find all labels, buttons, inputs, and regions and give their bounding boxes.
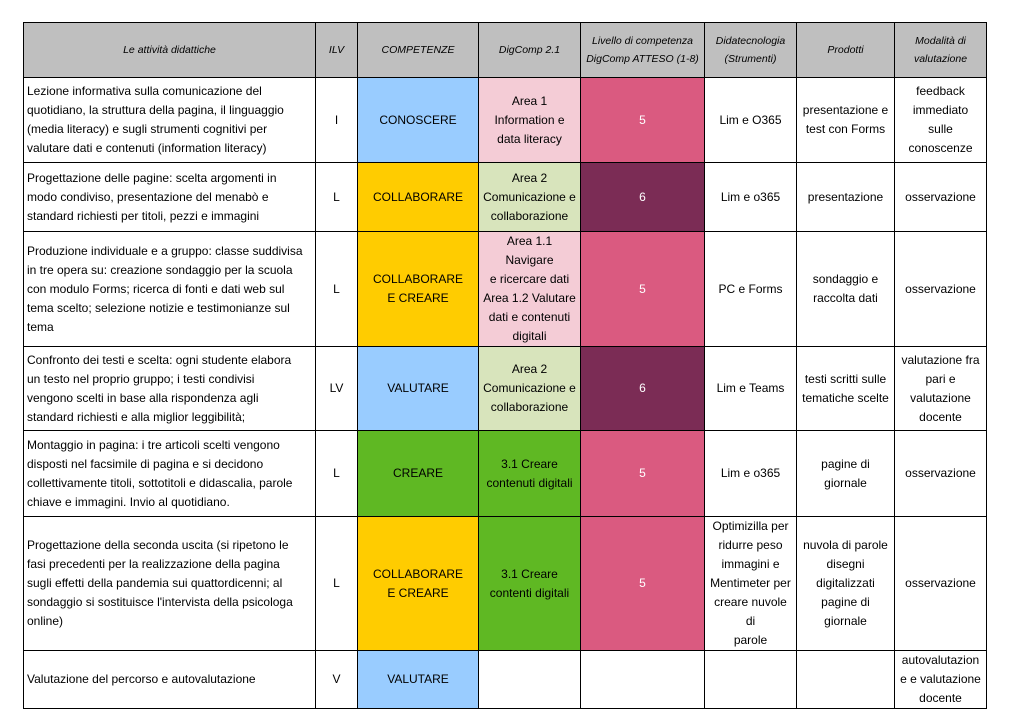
header-digcomp: DigComp 2.1: [479, 23, 581, 78]
modalita-cell-line: osservazione: [905, 466, 976, 480]
prodotti-cell: [797, 347, 895, 431]
header-livello: [581, 23, 705, 78]
activity-cell-line: un testo nel proprio gruppo; i testi condivisi: [27, 371, 255, 386]
prodotti-cell-line: giornale: [824, 475, 867, 490]
header-prodotti: Prodotti: [797, 23, 895, 78]
strumenti-cell-line: immagini e: [721, 557, 780, 571]
digcomp-cell-line: Comunicazione e: [483, 381, 576, 395]
activity-cell-line: standard richiesti e alla miglior leggibilità;: [27, 409, 246, 424]
strumenti-cell: [705, 163, 797, 232]
ilv-cell: L: [316, 431, 358, 517]
digcomp-cell: [479, 347, 581, 431]
activity-cell-line: valutare dati e contenuti (information literacy): [27, 141, 267, 155]
competenze-cell-line: E CREARE: [387, 291, 449, 305]
competenze-cell-line: CREARE: [392, 466, 443, 480]
modalita-cell: [895, 163, 987, 232]
modalita-cell-line: valutazione fra: [901, 352, 980, 367]
prodotti-cell-line: testi scritti sulle: [804, 371, 887, 386]
modalita-cell: [895, 431, 987, 517]
prodotti-cell: [797, 78, 895, 163]
digcomp-cell-line: digitali: [512, 329, 547, 343]
modalita-cell-line: osservazione: [905, 576, 976, 590]
header-attivita: Le attività didattiche: [24, 23, 316, 78]
strumenti-cell-line: Lim e O365: [719, 112, 782, 127]
activity-cell: [24, 651, 316, 709]
header-didatecnologia-line: (Strumenti): [724, 53, 777, 65]
activity-cell-line: fasi precedenti per la realizzazione della pagina: [27, 557, 280, 571]
modalita-cell-line: osservazione: [905, 189, 976, 204]
prodotti-cell-line: presentazione e: [802, 103, 889, 117]
prodotti-cell-line: nuvola di parole: [803, 538, 888, 552]
activity-cell-line: Valutazione del percorso e autovalutazione: [27, 672, 256, 686]
modalita-cell-line: feedback: [916, 84, 965, 98]
table-row: [24, 347, 987, 431]
modalita-cell-line: e e valutazione: [900, 672, 981, 686]
digcomp-cell-line: e ricercare dati: [489, 272, 570, 286]
strumenti-cell: [705, 651, 797, 709]
activity-cell-line: modo condiviso, presentazione del menabò e: [27, 189, 269, 204]
activity-cell-line: Produzione individuale e a gruppo: classe suddivisa: [27, 243, 303, 258]
modalita-cell-line: immediato: [912, 103, 969, 117]
activity-cell-line: tema: [27, 319, 54, 334]
competenze-cell-line: COLLABORARE: [372, 566, 464, 581]
activity-cell-line: Montaggio in pagina: i tre articoli scelti vengono: [27, 437, 280, 452]
prodotti-cell-line: tematiche scelte: [802, 390, 889, 405]
activity-cell-line: online): [27, 614, 64, 628]
prodotti-cell-line: giornale: [824, 614, 867, 628]
level-cell: 5: [581, 232, 705, 347]
strumenti-cell: [705, 431, 797, 517]
modalita-cell-line: sulle: [928, 122, 953, 136]
activity-cell-line: in tre opera su: creazione sondaggio per la scuola: [27, 262, 293, 277]
digcomp-cell-line: Area 2: [511, 362, 548, 376]
level-cell: 5: [581, 78, 705, 163]
strumenti-cell-line: PC e Forms: [718, 281, 783, 296]
activity-cell-line: quotidiano, la struttura della pagina, il linguaggio: [27, 103, 284, 117]
competenze-cell: [358, 232, 479, 347]
header-modalita: [895, 23, 987, 78]
digcomp-cell: [479, 163, 581, 232]
activity-cell-line: Lezione informativa sulla comunicazione del: [27, 84, 262, 98]
strumenti-cell-line: Optimizilla per: [712, 519, 789, 533]
competenze-cell: [358, 163, 479, 232]
prodotti-cell: [797, 163, 895, 232]
modalita-cell-line: conoscenze: [908, 141, 973, 155]
strumenti-cell-line: Lim e o365: [720, 466, 781, 480]
prodotti-cell: [797, 232, 895, 347]
digcomp-cell-line: 3.1 Creare: [501, 456, 558, 471]
table-row: [24, 163, 987, 232]
activity-cell-line: Progettazione della seconda uscita (si ripetono le: [27, 538, 289, 552]
table-row: [24, 232, 987, 347]
ilv-cell: LV: [316, 347, 358, 431]
header-row: [24, 23, 987, 78]
competenze-cell-line: CONOSCERE: [379, 112, 457, 127]
activities-table: [23, 22, 987, 709]
activity-cell-line: sondaggio si sostituisce l'intervista della psicologa: [27, 595, 293, 609]
modalita-cell-line: pari e: [925, 371, 956, 386]
header-livello-line: Livello di competenza: [592, 35, 693, 47]
competenze-cell: [358, 517, 479, 651]
ilv-cell: L: [316, 232, 358, 347]
prodotti-cell-line: digitalizzati: [816, 576, 875, 590]
competenze-cell: [358, 651, 479, 709]
digcomp-cell-line: collaborazione: [490, 208, 569, 223]
ilv-cell: L: [316, 517, 358, 651]
digcomp-cell-line: Area 1.2 Valutare: [483, 291, 576, 305]
activity-cell: [24, 163, 316, 232]
activity-cell-line: sugli effetti della pandemia sui quattordicenni; al: [27, 576, 283, 590]
activity-cell-line: (media literacy) e sugli strumenti cognitivi per: [27, 122, 268, 136]
activity-cell-line: tema scelto; selezione notizie e testimonianze sul: [27, 300, 290, 315]
activity-cell-line: con modulo Forms; ricerca di fonti e dati web sul: [27, 281, 285, 296]
strumenti-cell: [705, 347, 797, 431]
modalita-cell-line: docente: [919, 409, 962, 424]
digcomp-cell-line: collaborazione: [490, 400, 569, 414]
strumenti-cell-line: Lim e o365: [720, 189, 781, 204]
level-cell: 5: [581, 517, 705, 651]
competenze-cell-line: VALUTARE: [387, 381, 449, 395]
modalita-cell: [895, 78, 987, 163]
modalita-cell-line: docente: [919, 691, 962, 705]
header-competenze: COMPETENZE: [358, 23, 479, 78]
prodotti-cell-line: sondaggio e: [812, 272, 879, 286]
digcomp-cell: [479, 431, 581, 517]
table-row: [24, 78, 987, 163]
prodotti-cell-line: pagine di: [821, 595, 870, 609]
strumenti-cell-line: Mentimeter per: [710, 576, 791, 590]
activity-cell: [24, 347, 316, 431]
modalita-cell: [895, 517, 987, 651]
activity-cell-line: vengono scelti in base alla rispondenza agli: [27, 390, 259, 405]
level-cell: 6: [581, 347, 705, 431]
activity-cell: [24, 232, 316, 347]
header-didatecnologia-line: Didatecnologia: [715, 35, 786, 47]
modalita-cell-line: autovalutazion: [901, 653, 980, 667]
table-row: [24, 651, 987, 709]
strumenti-cell: [705, 232, 797, 347]
level-cell: 6: [581, 163, 705, 232]
header-modalita-line: Modalità di: [915, 35, 966, 47]
activity-cell-line: Progettazione delle pagine: scelta argomenti in: [27, 170, 277, 185]
digcomp-cell-line: 3.1 Creare: [501, 566, 558, 581]
digcomp-cell: [479, 78, 581, 163]
competenze-cell-line: COLLABORARE: [372, 272, 464, 286]
competenze-cell-line: VALUTARE: [387, 672, 449, 686]
ilv-cell: I: [316, 78, 358, 163]
prodotti-cell-line: test con Forms: [805, 122, 886, 136]
activity-cell-line: disposti nel facsimile di pagina e si decidono: [27, 456, 264, 471]
ilv-cell: L: [316, 163, 358, 232]
digcomp-cell-line: Area 1.1 Navigare: [505, 234, 554, 267]
activity-cell: [24, 517, 316, 651]
ilv-cell: V: [316, 651, 358, 709]
header-modalita-line: valutazione: [913, 53, 968, 65]
strumenti-cell: [705, 78, 797, 163]
prodotti-cell-line: disegni: [826, 557, 865, 571]
digcomp-cell-line: Area 1: [511, 93, 548, 108]
strumenti-cell: [705, 517, 797, 651]
header-livello-line: DigComp ATTESO (1-8): [586, 53, 699, 65]
strumenti-cell-line: creare nuvole di: [714, 595, 787, 628]
prodotti-cell-line: presentazione: [807, 189, 884, 204]
digcomp-cell: [479, 517, 581, 651]
header-ilv: ILV: [316, 23, 358, 78]
digcomp-cell: [479, 651, 581, 709]
table-row: [24, 517, 987, 651]
prodotti-cell: [797, 431, 895, 517]
activity-cell-line: standard richiesti per titoli, pezzi e immagini: [27, 208, 260, 223]
strumenti-cell-line: Lim e Teams: [716, 381, 785, 395]
modalita-cell-line: valutazione: [910, 390, 971, 405]
digcomp-cell: [479, 232, 581, 347]
level-cell: 5: [581, 431, 705, 517]
competenze-cell-line: E CREARE: [387, 585, 449, 600]
prodotti-cell-line: raccolta dati: [813, 291, 878, 305]
modalita-cell: [895, 347, 987, 431]
competenze-cell: [358, 78, 479, 163]
prodotti-cell-line: pagine di: [821, 456, 870, 471]
activity-cell-line: collettivamente titoli, sottotitoli e didascalia, parole: [27, 475, 293, 490]
strumenti-cell-line: ridurre peso: [718, 538, 783, 552]
activity-cell: [24, 431, 316, 517]
competenze-cell: [358, 347, 479, 431]
header-didatecnologia: [705, 23, 797, 78]
activity-cell-line: Confronto dei testi e scelta: ogni studente elabora: [27, 352, 292, 367]
prodotti-cell: [797, 651, 895, 709]
digcomp-cell-line: Comunicazione e: [483, 189, 576, 204]
activity-cell-line: chiave e immagini. Invio al quotidiano.: [27, 494, 230, 509]
table-row: [24, 431, 987, 517]
level-cell: [581, 651, 705, 709]
activity-cell: [24, 78, 316, 163]
digcomp-cell-line: contenuti digitali: [486, 475, 573, 490]
competenze-cell-line: COLLABORARE: [372, 189, 464, 204]
table-body: [24, 78, 987, 709]
modalita-cell: [895, 651, 987, 709]
digcomp-cell-line: Information e: [494, 112, 565, 127]
prodotti-cell: [797, 517, 895, 651]
digcomp-cell-line: Area 2: [511, 170, 548, 185]
modalita-cell-line: osservazione: [905, 281, 976, 296]
modalita-cell: [895, 232, 987, 347]
digcomp-cell-line: contenti digitali: [489, 585, 570, 600]
digcomp-cell-line: dati e contenuti: [488, 310, 571, 324]
strumenti-cell-line: parole: [733, 633, 768, 647]
competenze-cell: [358, 431, 479, 517]
digcomp-cell-line: data literacy: [497, 131, 562, 146]
